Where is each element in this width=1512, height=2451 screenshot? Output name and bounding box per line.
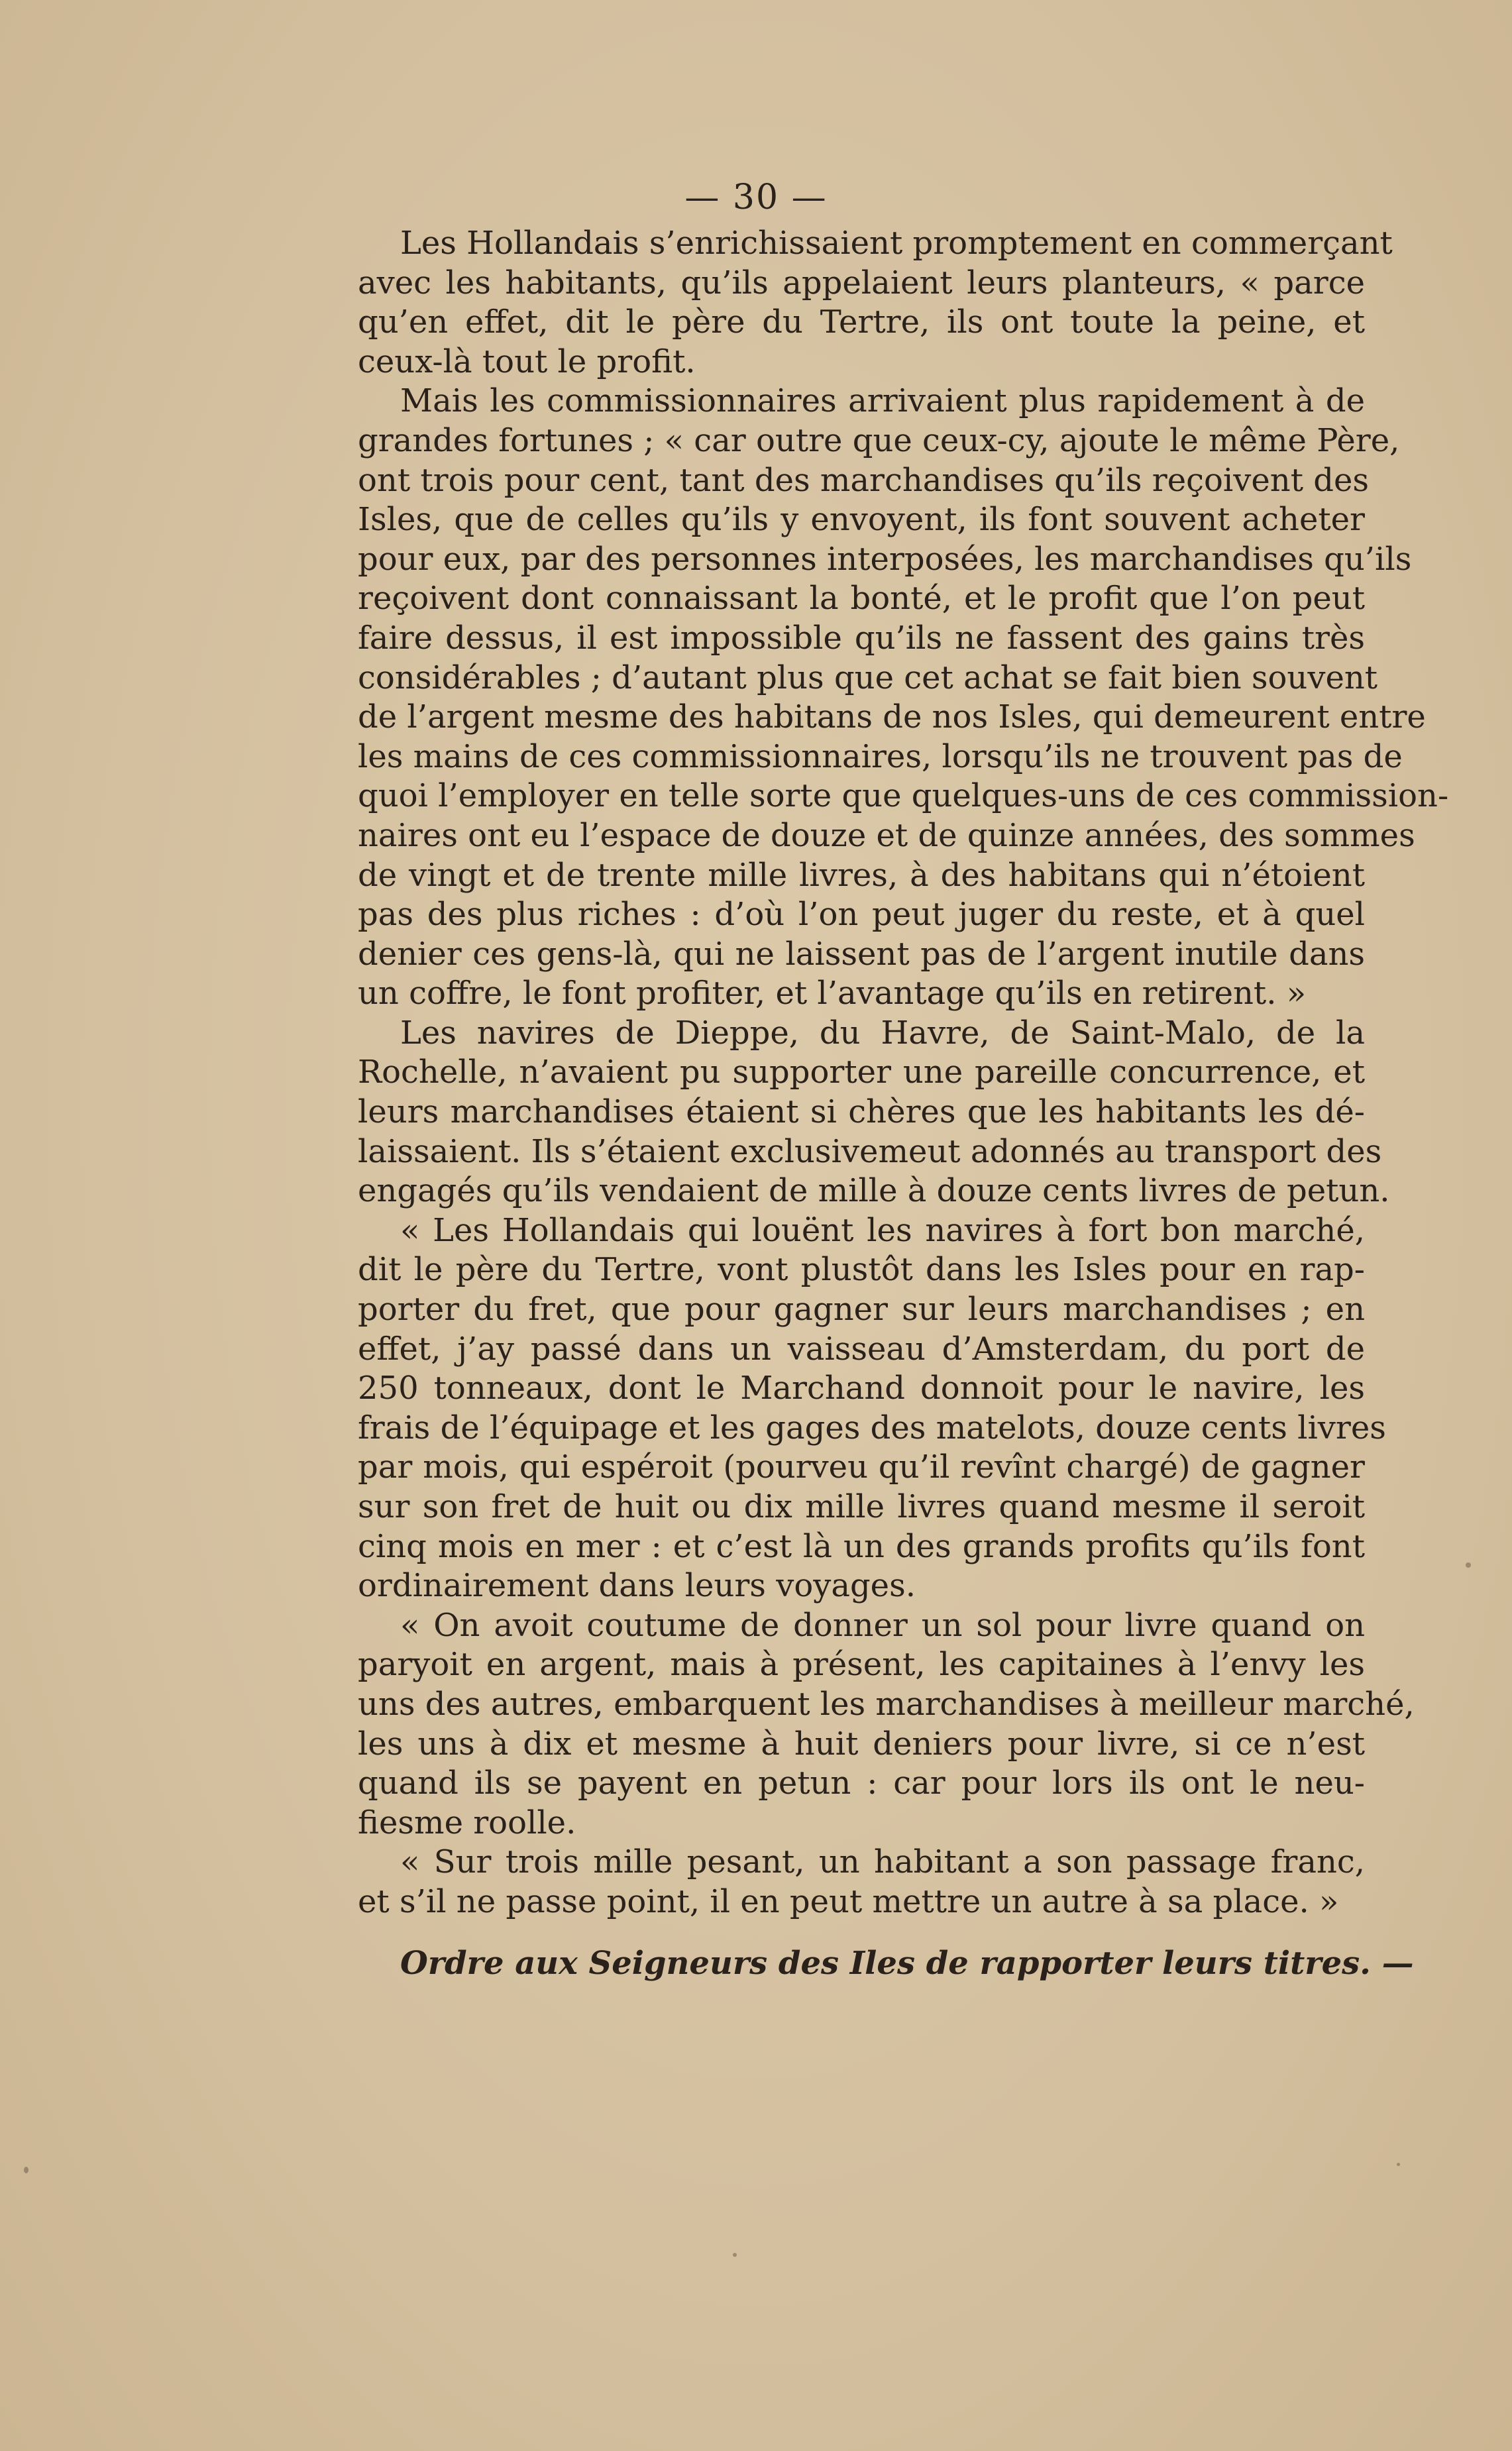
- text-line: les uns à dix et mesme à huit deniers pour livre, si ce n’est: [358, 1725, 1365, 1763]
- text-line: Les navires de Dieppe, du Havre, de Saint-Malo, de la: [400, 1014, 1365, 1052]
- text-line: pour eux, par des personnes interposées, les marchandises qu’ils: [358, 540, 1412, 578]
- text-line: faire dessus, il est impossible qu’ils ne fassent des gains très: [358, 619, 1365, 657]
- text-line: porter du fret, que pour gagner sur leurs marchandises ; en: [358, 1291, 1365, 1329]
- paper-speck: [1397, 2163, 1400, 2166]
- text-line: ceux-là tout le profit.: [358, 343, 696, 380]
- text-line: quand ils se payent en petun : car pour lors ils ont le neu-: [358, 1765, 1365, 1802]
- text-line: considérables ; d’autant plus que cet achat se fait bien souvent: [358, 659, 1378, 696]
- text-line: ont trois pour cent, tant des marchandises qu’ils reçoivent des: [358, 461, 1370, 499]
- paper-speck: [1466, 1562, 1471, 1568]
- text-line: « On avoit coutume de donner un sol pour livre quand on: [400, 1606, 1365, 1644]
- text-line: de vingt et de trente mille livres, à des habitans qui n’étoient: [358, 856, 1365, 894]
- text-line: quoi l’employer en telle sorte que quelques-uns de ces commission-: [358, 777, 1449, 815]
- text-line: reçoivent dont connaissant la bonté, et le profit que l’on peut: [358, 580, 1365, 618]
- text-line: sur son fret de huit ou dix mille livres quand mesme il seroit: [358, 1488, 1365, 1525]
- text-line: leurs marchandises étaient si chères que les habitants les dé-: [358, 1093, 1365, 1131]
- text-line: ordinairement dans leurs voyages.: [358, 1567, 916, 1605]
- text-line: fiesme roolle.: [358, 1804, 576, 1841]
- text-line: un coffre, le font profiter, et l’avantage qu’ils en retirent. »: [358, 975, 1307, 1012]
- body-text: [358, 224, 1449, 1985]
- text-line: effet, j’ay passé dans un vaisseau d’Amsterdam, du port de: [358, 1330, 1365, 1368]
- text-line: dit le père du Tertre, vont plustôt dans les Isles pour en rap-: [358, 1251, 1365, 1289]
- section-heading: Ordre aux Seigneurs des Iles de rapporter leurs titres. —: [400, 1944, 1414, 1982]
- text-line: qu’en effet, dit le père du Tertre, ils ont toute la peine, et: [358, 303, 1365, 341]
- paper-speck: [24, 2167, 28, 2173]
- paper-speck: [733, 2253, 737, 2257]
- text-line: uns des autres, embarquent les marchandises à meilleur marché,: [358, 1685, 1415, 1723]
- text-line: « Sur trois mille pesant, un habitant a son passage franc,: [400, 1843, 1365, 1881]
- text-line: par mois, qui espéroit (pourveu qu’il revînt chargé) de gagner: [358, 1448, 1365, 1486]
- text-line: de l’argent mesme des habitans de nos Isles, qui demeurent entre: [358, 698, 1426, 736]
- text-line: pas des plus riches : d’où l’on peut juger du reste, et à quel: [358, 896, 1365, 934]
- text-line: 250 tonneaux, dont le Marchand donnoit pour le navire, les: [358, 1370, 1365, 1407]
- text-line: avec les habitants, qu’ils appelaient leurs planteurs, « parce: [358, 264, 1365, 301]
- text-line: cinq mois en mer : et c’est là un des grands profits qu’ils font: [358, 1527, 1365, 1565]
- page-number: — 30 —: [684, 178, 828, 217]
- text-line: les mains de ces commissionnaires, lorsqu’ils ne trouvent pas de: [358, 737, 1403, 775]
- text-line: naires ont eu l’espace de douze et de quinze années, des sommes: [358, 816, 1415, 854]
- text-line: frais de l’équipage et les gages des matelots, douze cents livres: [358, 1409, 1386, 1446]
- text-line: engagés qu’ils vendaient de mille à douze cents livres de petun.: [358, 1172, 1390, 1210]
- text-line: Les Hollandais s’enrichissaient promptement en commerçant: [400, 225, 1393, 262]
- text-line: et s’il ne passe point, il en peut mettre un autre à sa place. »: [358, 1882, 1339, 1920]
- text-line: grandes fortunes ; « car outre que ceux-cy, ajoute le même Père,: [358, 421, 1400, 459]
- text-line: Isles, que de celles qu’ils y envoyent, ils font souvent acheter: [358, 501, 1365, 539]
- text-line: « Les Hollandais qui louënt les navires à fort bon marché,: [400, 1211, 1365, 1249]
- text-line: Mais les commissionnaires arrivaient plus rapidement à de: [400, 382, 1365, 420]
- text-line: denier ces gens-là, qui ne laissent pas de l’argent inutile dans: [358, 935, 1365, 973]
- text-line: paryoit en argent, mais à présent, les capitaines à l’envy les: [358, 1646, 1365, 1684]
- text-line: laissaient. Ils s’étaient exclusivemeut adonnés au transport des: [358, 1132, 1382, 1170]
- text-line: Rochelle, n’avaient pu supporter une pareille concurrence, et: [358, 1054, 1365, 1091]
